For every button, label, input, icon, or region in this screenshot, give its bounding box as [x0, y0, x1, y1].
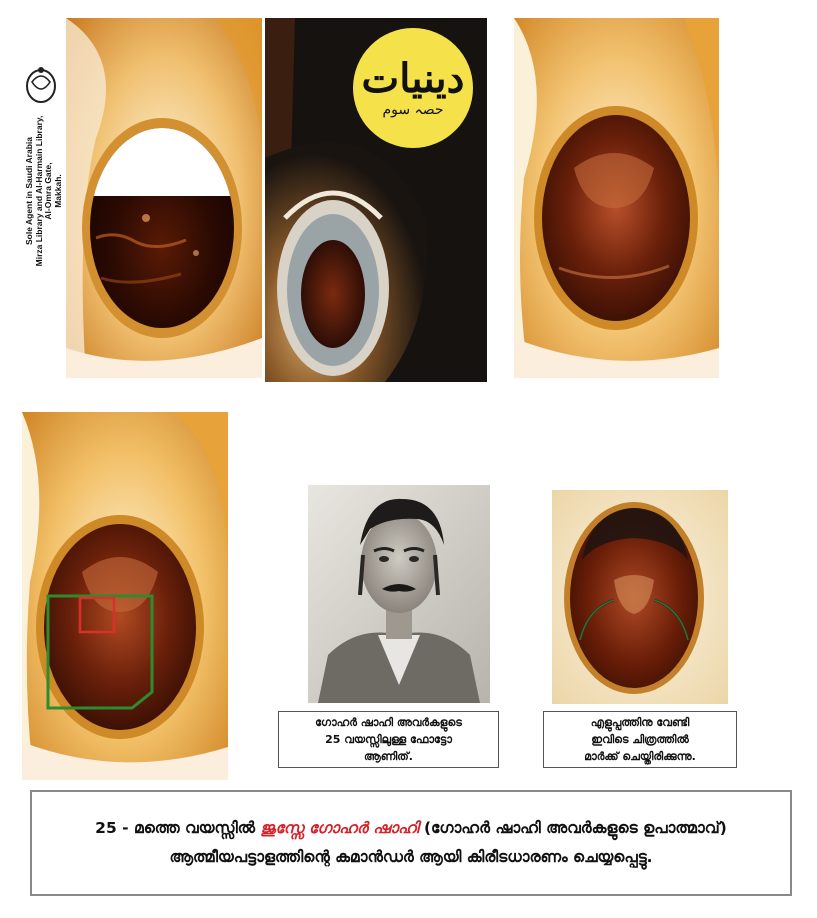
description-highlight: ജുസ്സേ ഗോഹർ ഷാഹി: [260, 819, 419, 837]
publisher-line-2: Mirza Library and Al-Harmain Library,: [33, 115, 44, 267]
description-part-2: (ഗോഹർ ഷാഹി അവർകളുടെ ഉപാത്മാവ്) ആത്മീയപട്ടാളത്തിന്റെ കമാൻഡർ ആയി കിരീടധാരണം ചെയ്യപ്പെട്ടു.: [169, 819, 727, 866]
description-box: [30, 790, 792, 896]
book-subtitle: حصہ سوم: [382, 102, 444, 118]
marked-caption-line-1: എളുപ്പത്തിനു വേണ്ടി: [590, 716, 690, 729]
book-title-circle: [353, 28, 473, 148]
stone-closeup-top-right: [514, 18, 719, 378]
publisher-block: [20, 115, 72, 280]
book-title: دینیات: [361, 55, 465, 102]
publisher-line-4: Makkah.: [52, 174, 63, 208]
photo-caption-line-2: 25 വയസ്സിലുള്ള ഫോട്ടോ: [325, 733, 452, 746]
description-text: [50, 814, 772, 872]
publisher-line-1: Sole Agent in Saudi Arabia: [24, 137, 34, 245]
stone-closeup-top-left: [66, 18, 262, 378]
photo-caption-line-3: ആണിത്.: [364, 750, 413, 763]
marked-caption: [543, 711, 737, 768]
photo-caption: [278, 711, 499, 768]
portrait-photo: [308, 485, 490, 703]
book-cover: [265, 18, 487, 382]
marked-caption-line-2: ഇവിടെ ചിത്രത്തിൽ: [591, 733, 689, 746]
marked-caption-line-3: മാർക്ക് ചെയ്തിരിക്കുന്നു.: [584, 750, 696, 763]
publisher-line-3: Al-Omra Gate,: [43, 162, 53, 220]
stone-closeup-face-marked: [552, 490, 728, 704]
publisher-logo-icon: [22, 62, 60, 106]
publisher-text: [25, 111, 63, 271]
stone-closeup-marked: [22, 412, 228, 780]
description-part-1: 25 - മത്തെ വയസ്സിൽ: [95, 819, 255, 837]
photo-caption-line-1: ഗോഹർ ഷാഹി അവർകളുടെ: [315, 716, 462, 729]
